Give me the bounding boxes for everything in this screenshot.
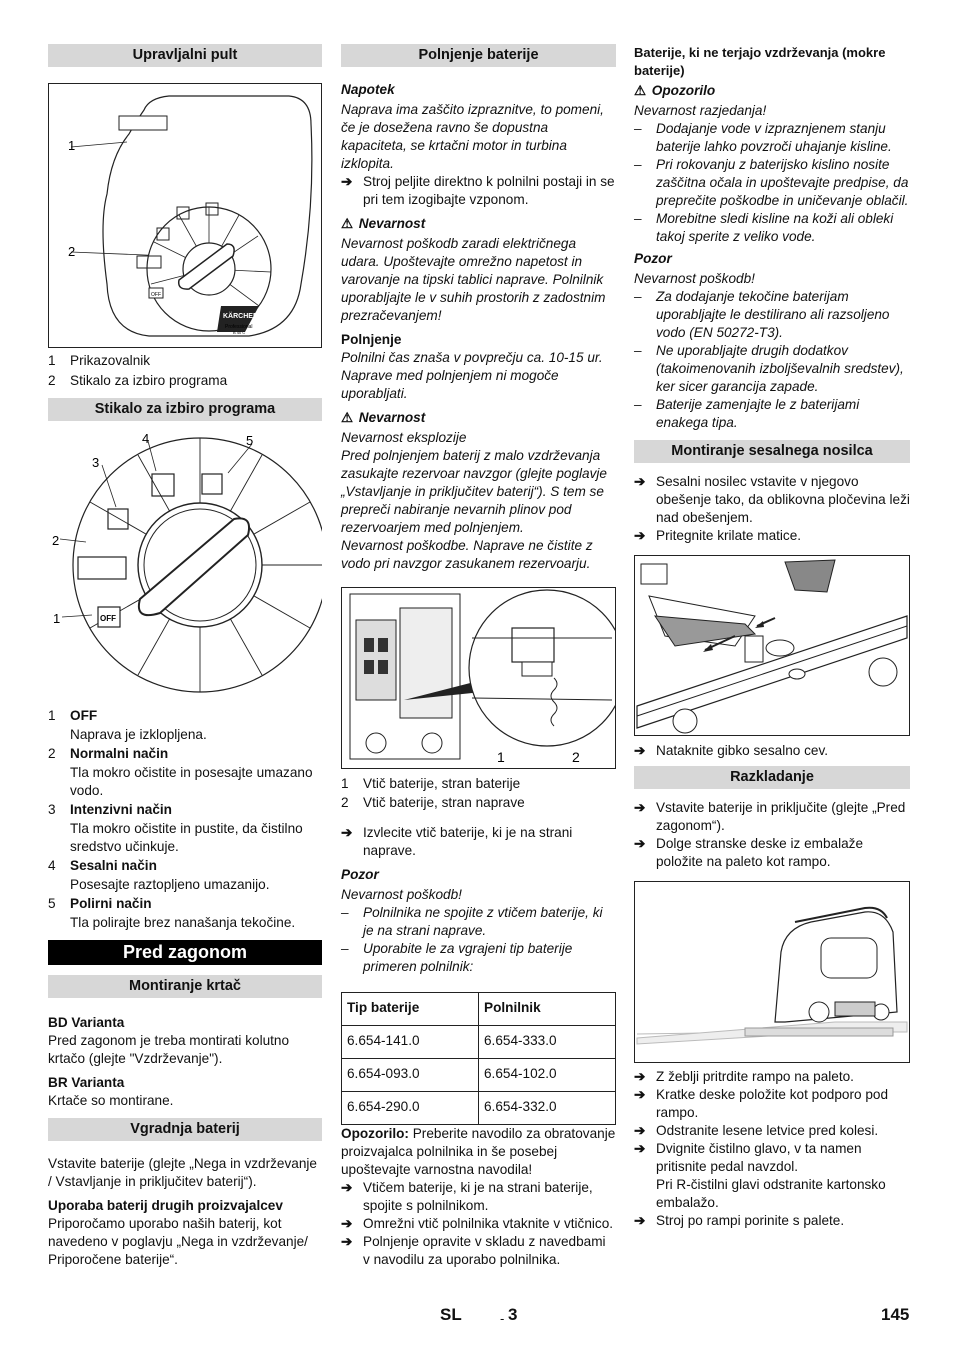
list-item: 4 Sesalni način [48, 858, 157, 873]
caption-row: 1 Vtič baterije, stran baterije [341, 776, 521, 791]
list-item: 1 OFF [48, 708, 98, 723]
arrow-icon: ➔ [341, 825, 353, 840]
list-item: – Baterije zamenjajte le z baterijami enakega tipa. [634, 397, 860, 430]
arrow-icon: ➔ [634, 528, 646, 543]
bd-variant-text: Pred zagonom je treba montirati kolutno krtačo (glejte "Vzdrževanje"). [48, 1033, 290, 1066]
caption-row: 2 Vtič baterije, stran naprave [341, 795, 525, 810]
footer-language: SL [440, 1305, 462, 1324]
figure-unloading [634, 881, 910, 1063]
arrow-icon: ➔ [634, 743, 646, 758]
caution-text: Nevarnost poškodb! [341, 887, 462, 902]
arrow-icon: ➔ [341, 174, 353, 189]
step: ➔ Omrežni vtič polnilnika vtaknite v vtičnico. [341, 1216, 614, 1231]
section-title-control-panel: Upravljalni pult [48, 44, 322, 67]
arrow-icon: ➔ [634, 1213, 646, 1228]
warning-icon: ⚠ [634, 83, 647, 98]
arrow-icon: ➔ [634, 800, 646, 815]
br-variant-heading: BR Varianta [48, 1075, 125, 1090]
figure-control-panel [48, 83, 322, 348]
step: ➔ Dolge stranske deske iz embalaže položite na paleto kot rampo. [634, 836, 864, 869]
wet-batteries-heading: Baterije, ki ne terjajo vzdrževanja (mokre baterije) [634, 45, 886, 78]
step: ➔ Dvignite čistilno glavo, v ta namen pritisnite pedal navzdol. [634, 1141, 862, 1174]
danger-heading: ⚠ Nevarnost [341, 216, 426, 231]
charging-text: Polnilni čas znaša v povprečju ca. 10-15 ur. Naprave med polnjenjem ni mogoče uporabljati. [341, 350, 603, 401]
list-item: – Uporabite le za vgrajeni tip baterije primeren polnilnik: [341, 941, 573, 974]
step: ➔ Sesalni nosilec vstavite v njegovo obešenje tako, da oblikovna pločevina leži nad obešenjem. [634, 474, 910, 525]
section-title-program-switch: Stikalo za izbiro programa [48, 398, 322, 421]
figure-battery-plug [341, 587, 616, 769]
arrow-icon: ➔ [634, 1087, 646, 1102]
plug-callout-2: 2 [572, 749, 580, 765]
plug-callout-1: 1 [497, 749, 505, 765]
callout-1: 1 [68, 138, 76, 153]
danger-text: Nevarnost poškodbe. Naprave ne čistite z vodo pri navzgor zasukanem rezervoarju. [341, 538, 593, 571]
display-rect [119, 116, 167, 130]
step: ➔ Z žeblji pritrdite rampo na paleto. [634, 1069, 854, 1084]
warning-icon: ⚠ [341, 410, 354, 425]
step: ➔ Vtičem baterije, ki je na strani baterije, spojite s polnilnikom. [341, 1180, 593, 1213]
step: ➔ Nataknite gibko sesalno cev. [634, 743, 829, 758]
arrow-icon: ➔ [341, 1180, 353, 1195]
list-item: Tla polirajte brez nanašanja tekočine. [70, 915, 296, 930]
step: ➔ Odstranite lesene letvice pred kolesi. [634, 1123, 879, 1138]
arrow-icon: ➔ [634, 1123, 646, 1138]
footer-section-number: 3 [508, 1305, 518, 1324]
note-heading: Napotek [341, 82, 395, 97]
section-title-squeegee: Montiranje sesalnega nosilca [634, 440, 910, 463]
step: ➔ Polnjenje opravite v skladu z navedbami v navodilu za uporabo polnilnika. [341, 1234, 606, 1267]
table-header-row: Tip baterije Polnilnik [342, 993, 616, 1026]
section-title-charging: Polnjenje baterije [341, 44, 616, 67]
column-middle [341, 44, 616, 1269]
list-item: – Morebitne sledi kisline na koži ali obleki takoj sperite z veliko vode. [634, 211, 894, 244]
arrow-icon: ➔ [634, 1141, 646, 1156]
br-variant-text: Krtače so montirane. [48, 1093, 174, 1108]
warning-heading: ⚠ Opozorilo [634, 83, 716, 98]
column-left [48, 44, 322, 1269]
charging-heading: Polnjenje [341, 332, 402, 347]
switch-callout-2: 2 [52, 533, 60, 548]
charger-table [341, 992, 616, 1125]
other-batteries-text: Priporočamo uporabo naših baterij, kot navedeno v poglavju „Nega in vzdrževanje/ Priporočene baterije“. [48, 1216, 308, 1267]
figure-program-switch [48, 427, 322, 697]
caution-text: Nevarnost poškodb! [634, 271, 755, 286]
step-note: Pri R-čistilni glavi odstranite kartonsko embalažo. [656, 1177, 886, 1210]
step: ➔ Izvlecite vtič baterije, ki je na strani naprave. [341, 825, 573, 858]
charger-warning: Opozorilo: Preberite navodilo za obratovanje proizvajalca polnilnika in še posebej upoštevajte varnostna navodila! [341, 1126, 616, 1177]
caution-heading: Pozor [341, 867, 379, 882]
warning-icon: ⚠ [341, 216, 354, 231]
list-item: – Ne uporabljajte drugih dodatkov (takoimenovanih izboljševalnih sredstev), ker sicer garancija zapade. [634, 343, 904, 394]
switch-callout-1: 1 [53, 611, 61, 626]
list-item: Tla mokro očistite in posesajte umazano vodo. [70, 765, 313, 798]
warning-text: Nevarnost razjedanja! [634, 103, 767, 118]
caution-heading: Pozor [634, 251, 672, 266]
table-row: 6.654-290.0 6.654-332.0 [342, 1092, 616, 1125]
callout-2: 2 [68, 244, 76, 259]
list-item: Tla mokro očistite in pustite, da čistilno sredstvo učinkuje. [70, 821, 303, 854]
step: ➔ Stroj peljite direktno k polnilni postaji in se pri tem izogibajte vzponom. [341, 174, 615, 207]
arrow-icon: ➔ [341, 1216, 353, 1231]
switch-callout-5: 5 [246, 433, 254, 448]
unloading-illustration [635, 882, 909, 1062]
list-item: – Dodajanje vode v izpraznjenem stanju baterije lahko povzroči uhajanje kisline. [634, 121, 892, 154]
other-batteries-heading: Uporaba baterij drugih proizvajalcev [48, 1198, 283, 1213]
list-item: – Za dodajanje tekočine baterijam uporabljajte le destilirano ali razsoljeno vodo (EN 50272-T3). [634, 289, 890, 340]
squeegee-illustration [635, 556, 909, 735]
section-title-brushes: Montiranje krtač [48, 975, 322, 998]
arrow-icon: ➔ [634, 474, 646, 489]
danger-text: Nevarnost poškodb zaradi električnega udara. Upoštevajte omrežno napetost in varovanje na tipski tablici naprave. Polnilnik uporabljajte le v suhih prostorih z zadostnim prezračevanjem! [341, 236, 606, 323]
list-item: – Polnilnika ne spojite z vtičem baterije, ki je na strani naprave. [341, 905, 603, 938]
list-item: Posesajte raztopljeno umazanijo. [70, 877, 270, 892]
footer-dash: - [500, 1311, 505, 1326]
danger-text: Nevarnost eksplozije [341, 430, 467, 445]
batteries-text: Vstavite baterije (glejte „Nega in vzdrževanje / Vstavljanje in priključitev baterij“). [48, 1156, 317, 1189]
list-item: – Pri rokovanju z baterijsko kislino nosite zaščitna očala in upoštevajte predpise, da preprečite poškodbe in uničevanje oblačil. [634, 157, 909, 208]
danger-heading: ⚠ Nevarnost [341, 410, 426, 425]
professional-label: Professional [225, 324, 253, 330]
off-small-label: OFF [151, 292, 161, 298]
arrow-icon: ➔ [634, 1069, 646, 1084]
danger-text: Pred polnjenjem baterij z malo vzdrževanja zasukajte rezervoar navzgor (glejte poglavje „Vstavljanje in priključitev baterij“). S tem se prepreči nabiranje nevarnih plinov pod rezervoarjem med polnjenjem. [341, 448, 607, 535]
list-item: 5 Polirni način [48, 896, 152, 911]
step: ➔ Stroj po rampi porinite s palete. [634, 1213, 845, 1228]
arrow-icon: ➔ [634, 836, 646, 851]
program-switch-illustration [48, 427, 322, 697]
brand-logo-text: KÄRCHER [223, 313, 258, 320]
figure-squeegee [634, 555, 910, 736]
caption-row: 1 Prikazovalnik [48, 353, 151, 368]
list-item: 2 Normalni način [48, 746, 169, 761]
mode-list [48, 707, 322, 932]
column-right [634, 44, 910, 1230]
switch-callout-3: 3 [92, 455, 100, 470]
section-title-unloading: Razkladanje [634, 766, 910, 789]
step: ➔ Vstavite baterije in priključite (glejte „Pred zagonom“). [634, 800, 906, 833]
arrow-icon: ➔ [341, 1234, 353, 1249]
note-text: Naprava ima zaščito izpraznitve, to pomeni, če je dosežena ravno še dopustna kapaciteta, se krtačni motor in turbina izklopita. [341, 102, 604, 171]
off-switch-label: OFF [100, 614, 116, 623]
model-label: B 40 C [233, 330, 246, 335]
switch-callout-4: 4 [142, 431, 150, 446]
list-item: Naprava je izklopljena. [70, 727, 207, 742]
list-item: 3 Intenzivni način [48, 802, 172, 817]
page-number: 145 [881, 1305, 910, 1324]
chapter-title: Pred zagonom [48, 940, 322, 965]
step: ➔ Kratke deske položite kot podporo pod rampo. [634, 1087, 889, 1120]
battery-plug-illustration [342, 588, 615, 768]
caption-row: 2 Stikalo za izbiro programa [48, 373, 228, 388]
bd-variant-heading: BD Varianta [48, 1015, 125, 1030]
section-title-batteries: Vgradnja baterij [48, 1118, 322, 1141]
table-row: 6.654-093.0 6.654-102.0 [342, 1059, 616, 1092]
step: ➔ Pritegnite krilate matice. [634, 528, 802, 543]
table-row: 6.654-141.0 6.654-333.0 [342, 1026, 616, 1059]
control-panel-illustration [49, 84, 321, 347]
